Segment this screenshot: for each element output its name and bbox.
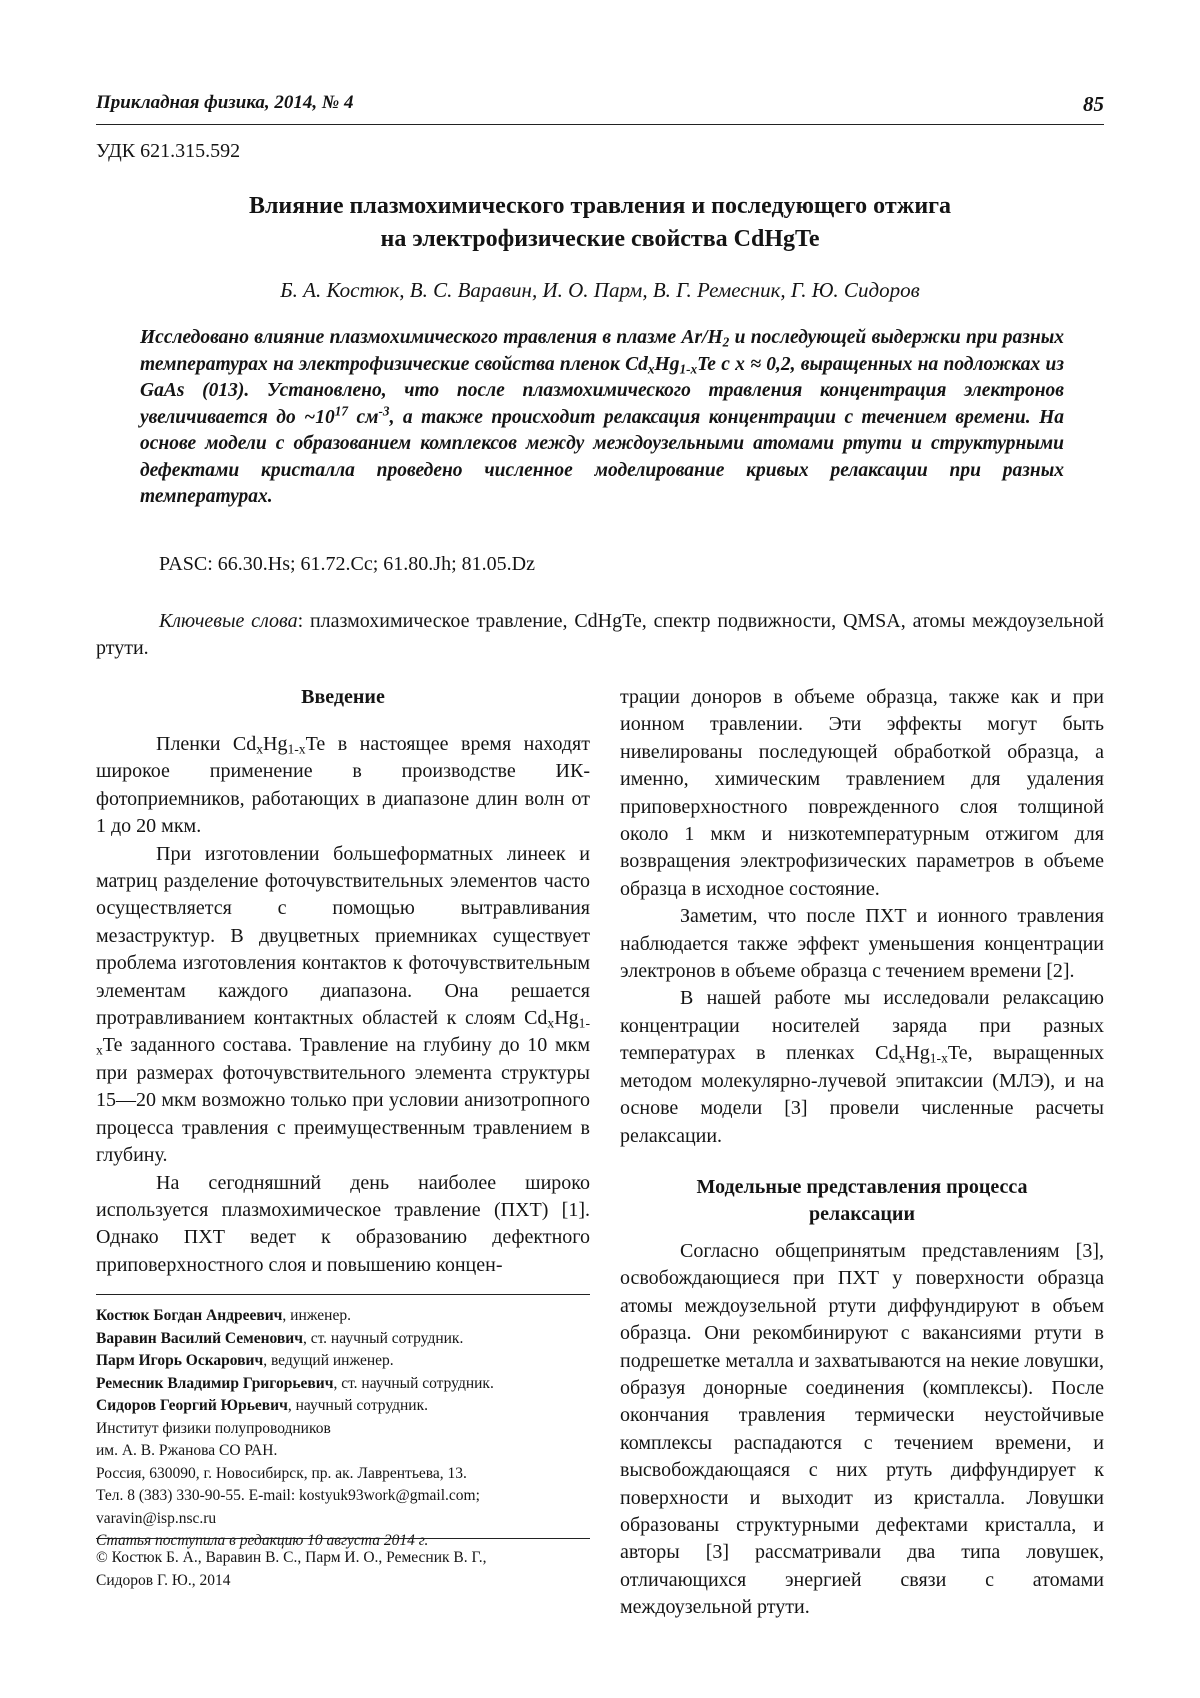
journal-header: Прикладная физика, 2014, № 4 [96,92,354,113]
intro-paragraph-2: При изготовлении большеформатных линеек и матриц разделение фоточувствительных элементов часто осуществляется с помощью вытравливания мезаструктур. В двуцветных приемниках существует проблема изготовления контактов к фоточувствительным элементам каждого диапазона. Она решается протравливанием контактных областей к слоям $Cd_xHg_{1-x}Te$ заданного состава. Травление на глубину до 10 мкм при размерах фоточувствительного элемента структуры 15—20 мкм возможно только при условии анизотропного процесса травления с преимущественным травлением в глубину. [96,842,590,1167]
right-column [620,684,1104,1622]
abstract: Исследовано влияние плазмохимического травления в плазме $Ar/H_2$ и последующей выдержки при разных температурах на электрофизические свойства пленок $Cd_xHg_{1-x}Te$ с x ≈ 0,2, выращенных на подложках из GaAs (013). Установлено, что после плазмохимического травления концентрация электронов увеличивается до $\sim 10^{17}$ $см^{-3}$, а также происходит релаксация концентрации с течением времени. На основе модели с образованием комплексов между междоузельными атомами ртути и структурными дефектами кристалла проведено численное моделирование кривых релаксации при разных температурах. [140,327,1064,507]
copyright-line-1: © Костюк Б. А., Варавин В. С., Парм И. О., Ремесник В. Г., [96,1549,487,1566]
footnote-author-4: Ремесник Владимир Григорьевич, ст. научный сотрудник. [96,1374,494,1392]
footnote-institute-1: Институт физики полупроводников [96,1419,331,1437]
article-title [96,190,1104,256]
footnote-institute-2: им. А. В. Ржанова СО РАН. [96,1442,278,1459]
footnote-address: Россия, 630090, г. Новосибирск, пр. ак. Лаврентьева, 13. [96,1464,467,1482]
footnote-divider [96,1294,590,1295]
section-heading-model: Модельные представления процесса релаксации [696,1175,1028,1225]
keywords-text: : плазмохимическое травление, CdHgTe, спектр подвижности, QMSA, атомы междоузельной ртути. [96,610,1105,659]
footnote-author-3: Парм Игорь Оскарович, ведущий инженер. [96,1352,394,1369]
footnote-author-2: Варавин Василий Семенович, ст. научный сотрудник. [96,1329,464,1347]
pacs-codes: PASC: 66.30.Hs; 61.72.Cc; 61.80.Jh; 81.05.Dz [159,553,535,575]
model-paragraph-1: Согласно общепринятым представлениям [3], освобождающиеся при ПХТ у поверхности образца атомы междоузельной ртути диффундируют в объем образца. Они рекомбинируют с вакансиями ртути в подрешетке металла и захватываются на некие ловушки, образуя донорные соединения (комплексы). После окончания травления термически неустойчивые комплексы распадаются с течением времени, и высвобождающаяся с них ртуть диффундирует к поверхности и выходит из кристалла. Ловушки образованы структурными дефектами кристалла, и авторы [3] рассматривали два типа ловушек, отличающихся энергией связи с атомами междоузельной ртути. [620,1239,1104,1619]
footnote-author-1: Костюк Богдан Андреевич, инженер. [96,1307,351,1324]
title-line-2: на электрофизические свойства CdHgTe [380,226,820,252]
keywords-label: Ключевые слова [159,610,298,632]
intro-paragraph-5: В нашей работе мы исследовали релаксацию концентрации носителей заряда при разных температурах в пленках $Cd_xHg_{1-x}Te$, выращенных методом молекулярно-лучевой эпитаксии (МЛЭ), и на основе модели [3] провели численные расчеты релаксации. [620,987,1104,1147]
intro-paragraph-3: На сегодняшний день наиболее широко используется плазмохимическое травление (ПХТ) [1]. Однако ПХТ ведет к образованию дефектного приповерхностного слоя и повышению концен- [96,1171,590,1276]
footnote-contact-2: varavin@isp.nsc.ru [96,1509,217,1527]
left-column [96,684,590,1279]
copyright-notice [96,1547,590,1592]
page-number: 85 [1083,92,1104,116]
copyright-line-2: Сидоров Г. Ю., 2014 [96,1571,231,1589]
keywords [96,608,1104,662]
header-divider [96,124,1104,125]
author-list: Б. А. Костюк, В. С. Варавин, И. О. Парм, В. Г. Ремесник, Г. Ю. Сидоров [280,278,920,302]
copyright-divider [96,1538,590,1539]
footnote-author-5: Сидоров Георгий Юрьевич, научный сотрудник. [96,1397,428,1414]
intro-paragraph-4: Заметим, что после ПХТ и ионного травления наблюдается также эффект уменьшения концентрации электронов в объеме образца с течением времени [2]. [620,905,1104,983]
footnote-contact-1: Тел. 8 (383) 330-90-55. E-mail: kostyuk93work@gmail.com; [96,1487,480,1504]
udc-code: УДК 621.315.592 [96,140,241,162]
received-date: Статья поступила в редакцию 10 августа 2014 г. [96,1532,429,1549]
intro-paragraph-3-continued: трации доноров в объеме образца, также как и при ионном травлении. Эти эффекты могут быть нивелированы последующей обработкой образца, а именно, химическим травлением для удаления приповерхностного поврежденного слоя толщиной около 1 мкм и низкотемпературным отжигом для возвращения электрофизических параметров в объеме образца в исходное состояние. [620,686,1104,900]
section-heading-intro: Введение [301,686,385,708]
intro-paragraph-1: Пленки $Cd_xHg_{1-x}Te$ в настоящее время находят широкое применение в производстве ИК-фотоприемников, работающих в диапазоне длин волн от 1 до 20 мкм. [96,733,590,838]
author-footnote [96,1305,590,1553]
title-line-1: Влияние плазмохимического травления и последующего отжига [248,193,952,219]
